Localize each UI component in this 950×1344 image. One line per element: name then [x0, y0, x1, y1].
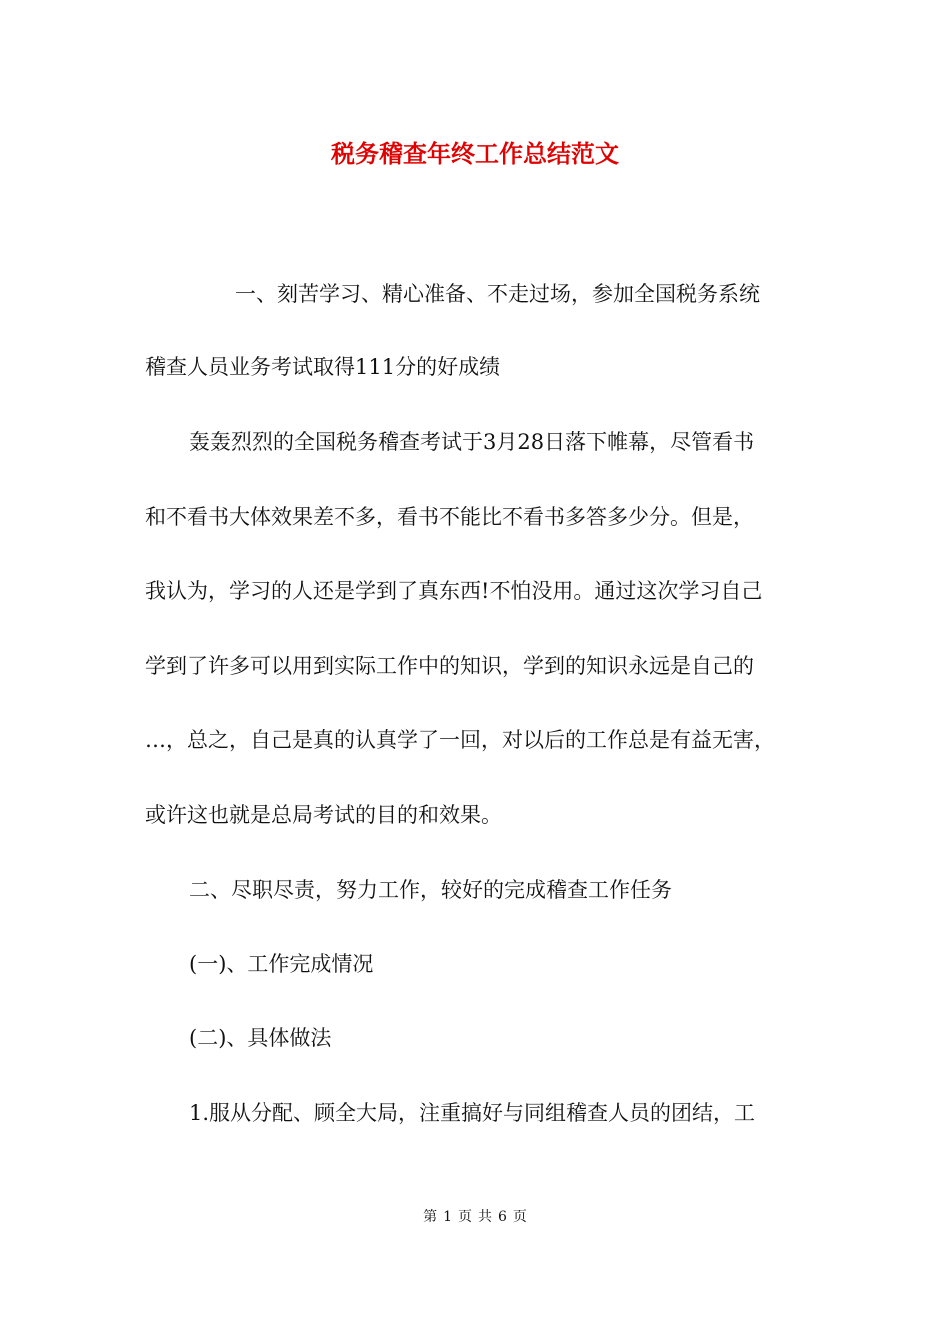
paragraph-line: 轰轰烈烈的全国税务稽查考试于3月28日落下帷幕，尽管看书 — [189, 430, 755, 454]
subsection-heading: (一)、工作完成情况 — [189, 952, 374, 976]
section-heading-1: 一、刻苦学习、精心准备、不走过场，参加全国税务系统 — [235, 282, 760, 306]
footer-page-prefix: 第 — [423, 1209, 438, 1225]
footer-total-label: 页 — [512, 1209, 527, 1225]
subsection-heading: (二)、具体做法 — [189, 1026, 332, 1050]
numbered-item: 1.服从分配、顾全大局，注重搞好与同组稽查人员的团结，工 — [189, 1101, 756, 1125]
paragraph-line: …，总之，自己是真的认真学了一回，对以后的工作总是有益无害， — [145, 728, 775, 752]
document-title: 税务稽查年终工作总结范文 — [331, 139, 619, 168]
footer-total-prefix: 共 — [478, 1209, 492, 1225]
paragraph-line: 学到了许多可以用到实际工作中的知识，学到的知识永远是自己的 — [145, 654, 754, 678]
page-footer — [0, 1207, 950, 1227]
paragraph-line: 或许这也就是总局考试的目的和效果。 — [145, 803, 502, 827]
paragraph-line: 我认为，学习的人还是学到了真东西!不怕没用。通过这次学习自己 — [145, 579, 763, 603]
footer-page-label: 页 — [458, 1209, 472, 1225]
footer-current-page: 1 — [443, 1209, 452, 1225]
paragraph-line: 和不看书大体效果差不多，看书不能比不看书多答多少分。但是， — [145, 505, 754, 529]
footer-total-pages: 6 — [498, 1209, 507, 1225]
section-heading-2: 二、尽职尽责，努力工作，较好的完成稽查工作任务 — [189, 878, 672, 902]
section-heading-1-continued: 稽查人员业务考试取得111分的好成绩 — [145, 355, 501, 379]
